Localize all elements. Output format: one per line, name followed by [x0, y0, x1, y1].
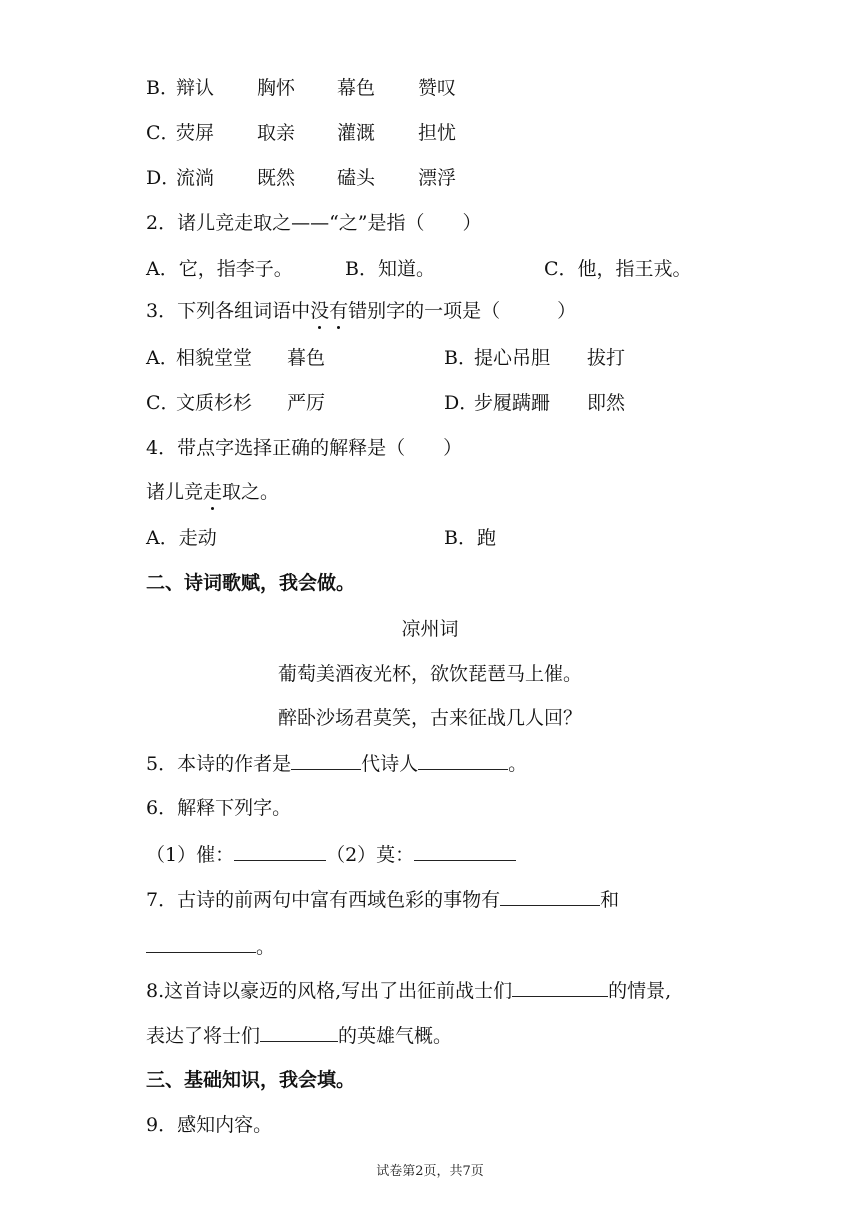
q5-text: 5．本诗的作者是: [146, 753, 292, 775]
option-word: 取亲: [257, 122, 296, 144]
answer-blank[interactable]: [234, 842, 326, 861]
answer-blank[interactable]: [414, 842, 516, 861]
option-letter: B．: [444, 347, 477, 369]
option-letter: C．: [146, 392, 180, 414]
answer-blank[interactable]: [512, 978, 608, 997]
option-word: 漂浮: [418, 167, 457, 189]
answer-blank[interactable]: [500, 887, 600, 906]
option-word: 担忧: [418, 122, 457, 144]
q8-text: 8.这首诗以豪迈的风格,写出了出征前战士们: [146, 980, 513, 1002]
q8-text: 的英雄气概。: [338, 1025, 453, 1047]
q7-text: 。: [256, 936, 276, 958]
option-word: 严厉: [287, 392, 326, 414]
option-word: 拔打: [587, 347, 626, 369]
option-letter: D．: [146, 167, 181, 189]
q4-sentence-after: 取之。: [222, 481, 280, 503]
poem-title: 凉州词: [401, 618, 459, 640]
q6-items: [146, 842, 516, 866]
answer-blank[interactable]: [260, 1023, 338, 1042]
option-word: 辩认: [176, 77, 215, 99]
option-word: 赞叹: [418, 77, 457, 99]
answer-blank[interactable]: [146, 934, 256, 953]
q3-stem-after: 错别字的一项是（ ）: [348, 300, 577, 322]
emphasis-char: 走: [203, 481, 223, 503]
answer-blank[interactable]: [291, 751, 361, 770]
section3-heading: 三、基础知识，我会填。: [146, 1069, 356, 1091]
q6-item-label: （1）催：: [146, 844, 235, 866]
emphasis-char: 没: [310, 300, 330, 322]
option-word: 提心吊胆: [474, 347, 551, 369]
option-word: 灌溉: [337, 122, 376, 144]
option-word: 即然: [587, 392, 626, 414]
option-letter: D．: [444, 392, 479, 414]
option-word: 荧屏: [176, 122, 215, 144]
q4-stem: 4．带点字选择正确的解释是（ ）: [146, 437, 463, 459]
q2-stem: 2．诸儿竞走取之——“之”是指（ ）: [146, 212, 482, 234]
q2-option-b: B．知道。: [345, 258, 435, 280]
q7-line-1: [146, 887, 619, 911]
q2-option-c: C．他，指王戎。: [544, 258, 692, 280]
option-word: 文质杉杉: [176, 392, 253, 414]
answer-blank[interactable]: [418, 751, 508, 770]
option-word: 幕色: [337, 77, 376, 99]
option-word: 磕头: [337, 167, 376, 189]
q7-line-2: [146, 934, 275, 958]
option-word: 相貌堂堂: [176, 347, 253, 369]
emphasis-char: 有: [329, 300, 349, 322]
page-footer: 试卷第2页，共7页: [376, 1164, 484, 1179]
q8-text: 表达了将士们: [146, 1025, 261, 1047]
q4-sentence: [146, 480, 279, 504]
option-word: 暮色: [287, 347, 326, 369]
q9-stem: 9．感知内容。: [146, 1114, 273, 1136]
option-word: 既然: [257, 167, 296, 189]
option-word: 流淌: [176, 167, 215, 189]
section2-heading: 二、诗词歌赋，我会做。: [146, 572, 356, 594]
q5-text: 。: [508, 753, 528, 775]
q5-text: 代诗人: [361, 753, 419, 775]
q6-stem: 6．解释下列字。: [146, 797, 292, 819]
poem-line-2: 醉卧沙场君莫笑，古来征战几人回？: [277, 707, 582, 729]
q3-stem-before: 3．下列各组词语中: [146, 300, 311, 322]
q7-text: 7．古诗的前两句中富有西域色彩的事物有: [146, 889, 501, 911]
q4-sentence-before: 诸儿竞: [146, 481, 204, 503]
q2-option-a: A．它，指李子。: [146, 258, 293, 280]
option-letter: C．: [146, 122, 180, 144]
q8-line-2: [146, 1023, 452, 1047]
q7-text: 和: [600, 889, 620, 911]
q8-line-1: [146, 978, 671, 1002]
option-letter: B．: [146, 77, 179, 99]
q4-option-a: A．走动: [146, 527, 217, 549]
q5: [146, 751, 527, 775]
option-word: 胸怀: [257, 77, 296, 99]
q6-item-label: （2）莫：: [326, 844, 415, 866]
option-word: 步履蹒跚: [474, 392, 551, 414]
q3-stem: [146, 299, 576, 323]
poem-line-1: 葡萄美酒夜光杯，欲饮琵琶马上催。: [277, 663, 582, 685]
q8-text: 的情景,: [608, 980, 672, 1002]
q4-option-b: B．跑: [444, 527, 496, 549]
option-letter: A．: [146, 347, 179, 369]
